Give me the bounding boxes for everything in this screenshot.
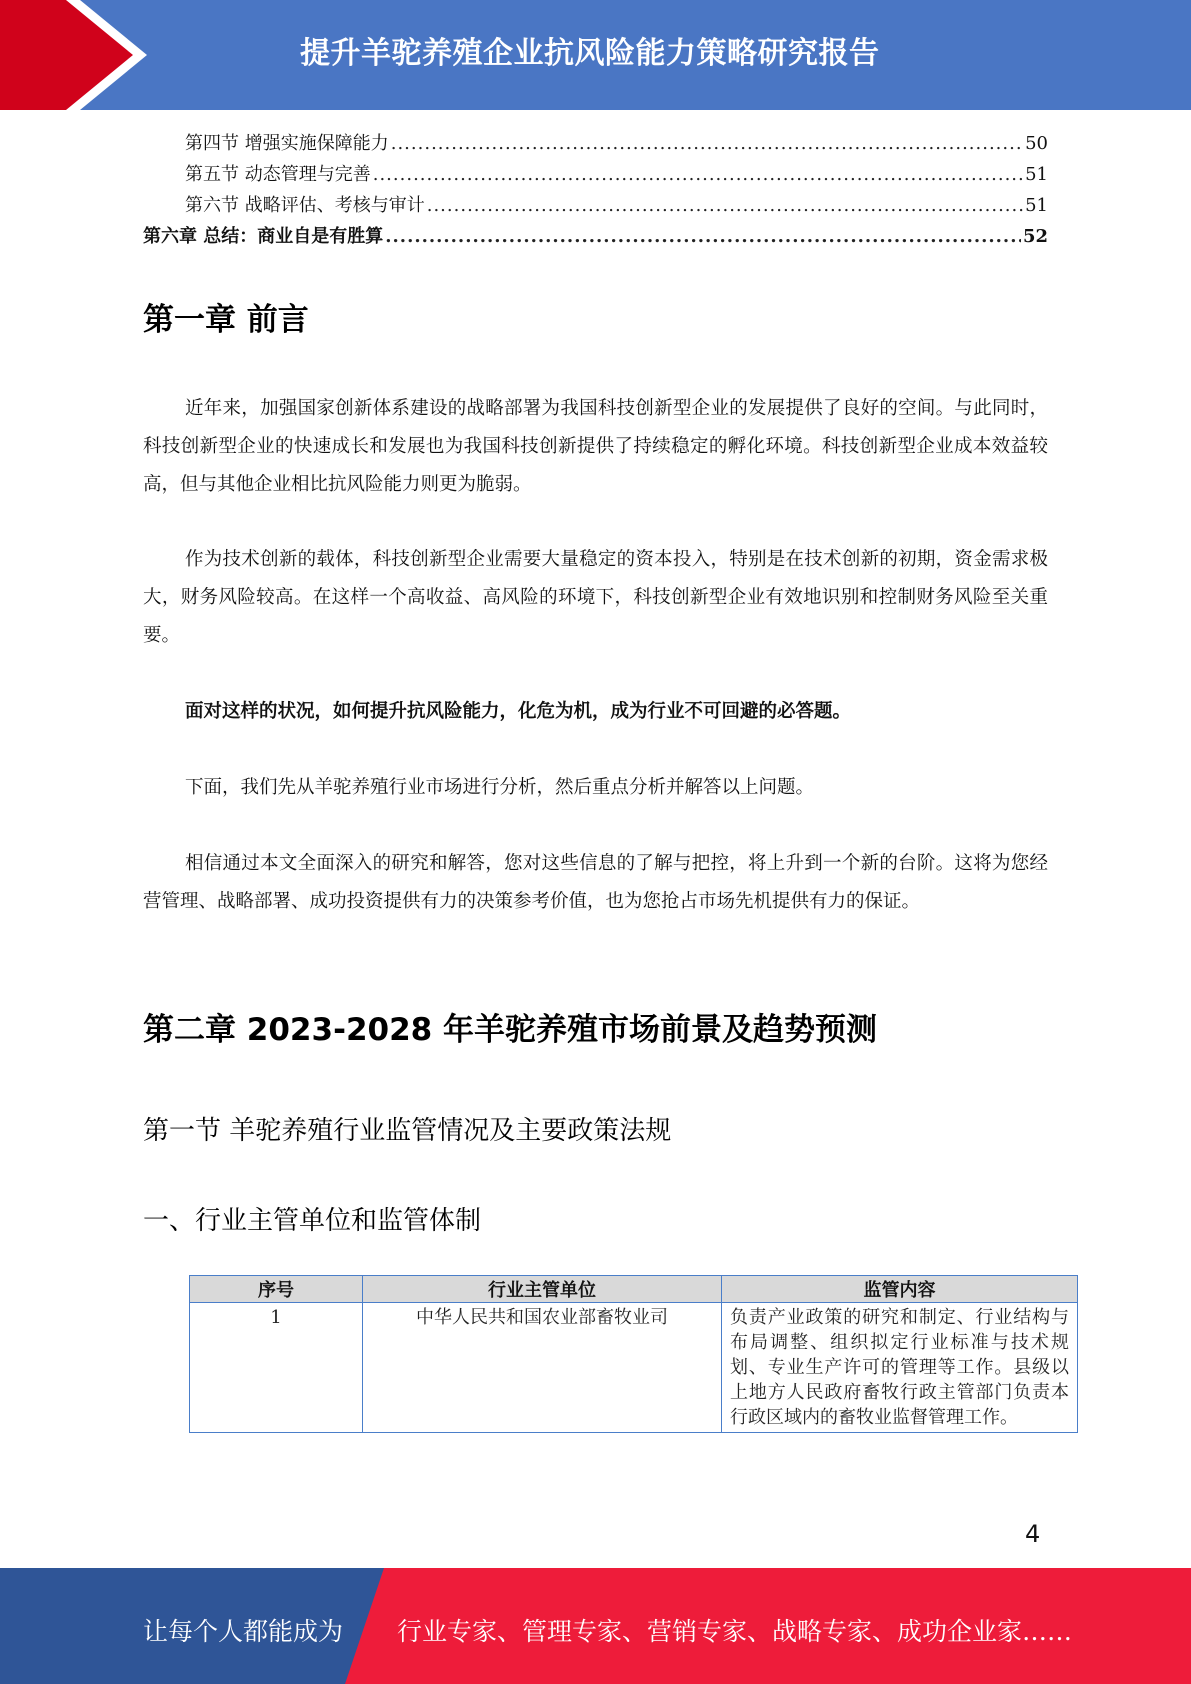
regulatory-table xyxy=(189,1275,1078,1433)
table-header-row xyxy=(190,1276,1078,1303)
toc-entry[interactable] xyxy=(143,190,1048,221)
table-of-contents xyxy=(143,128,1048,252)
column-header-index: 序号 xyxy=(190,1276,363,1303)
toc-entry-label: 第六章 总结：商业自是有胜算 xyxy=(143,226,384,247)
toc-leader-dots xyxy=(385,221,1021,252)
page-number: 4 xyxy=(1025,1520,1041,1548)
toc-entry-label: 第六节 战略评估、考核与审计 xyxy=(185,195,425,216)
paragraph: 下面，我们先从羊驼养殖行业市场进行分析，然后重点分析并解答以上问题。 xyxy=(185,777,815,798)
toc-leader-dots xyxy=(373,159,1023,190)
toc-entry-chapter[interactable] xyxy=(143,221,1048,252)
footer-slogan-left: 让每个人都能成为 xyxy=(143,1617,344,1646)
column-header-unit: 行业主管单位 xyxy=(363,1276,722,1303)
chapter-2-heading: 第二章 2023-2028 年羊驼养殖市场前景及趋势预测 xyxy=(143,1012,878,1048)
cell-content: 负责产业政策的研究和制定、行业结构与布局调整、组织拟定行业标准与技术规划、专业生产许可的管理等工作。县级以上地方人民政府畜牧行政主管部门负责本行政区域内的畜牧业监督管理工作。 xyxy=(722,1303,1078,1433)
footer-banner xyxy=(0,1568,1191,1684)
header-banner xyxy=(0,0,1191,110)
toc-entry[interactable] xyxy=(143,159,1048,190)
paragraph-emphasis: 面对这样的状况，如何提升抗风险能力，化危为机，成为行业不可回避的必答题。 xyxy=(185,701,852,722)
toc-entry-page: 51 xyxy=(1025,195,1048,216)
column-header-content: 监管内容 xyxy=(722,1276,1078,1303)
toc-leader-dots xyxy=(427,190,1023,221)
toc-entry-label: 第四节 增强实施保障能力 xyxy=(185,133,389,154)
toc-entry-page: 50 xyxy=(1025,133,1048,154)
toc-entry-label: 第五节 动态管理与完善 xyxy=(185,164,371,185)
paragraph: 近年来，加强国家创新体系建设的战略部署为我国科技创新型企业的发展提供了良好的空间。与此同时，科技创新型企业的快速成长和发展也为我国科技创新提供了持续稳定的孵化环境。科技创新型企业成本效益较高，但与其他企业相比抗风险能力则更为脆弱。 xyxy=(143,398,1048,495)
cell-index: 1 xyxy=(190,1303,363,1433)
table-row xyxy=(190,1303,1078,1433)
report-title: 提升羊驼养殖企业抗风险能力策略研究报告 xyxy=(300,36,880,71)
cell-unit: 中华人民共和国农业部畜牧业司 xyxy=(363,1303,722,1433)
footer-slogan-right: 行业专家、管理专家、营销专家、战略专家、成功企业家…… xyxy=(397,1617,1073,1646)
toc-entry-page: 51 xyxy=(1025,164,1048,185)
paragraph: 相信通过本文全面深入的研究和解答，您对这些信息的了解与把控，将上升到一个新的台阶。这将为您经营管理、战略部署、成功投资提供有力的决策参考价值，也为您抢占市场先机提供有力的保证。 xyxy=(143,853,1048,912)
section-heading: 第一节 羊驼养殖行业监管情况及主要政策法规 xyxy=(143,1116,672,1146)
chapter-1-heading: 第一章 前言 xyxy=(143,302,309,338)
subsection-heading: 一、行业主管单位和监管体制 xyxy=(143,1206,482,1236)
toc-entry[interactable] xyxy=(143,128,1048,159)
toc-entry-page: 52 xyxy=(1022,226,1048,247)
toc-leader-dots xyxy=(391,128,1023,159)
paragraph: 作为技术创新的载体，科技创新型企业需要大量稳定的资本投入，特别是在技术创新的初期，资金需求极大，财务风险较高。在这样一个高收益、高风险的环境下，科技创新型企业有效地识别和控制财务风险至关重要。 xyxy=(143,549,1048,646)
